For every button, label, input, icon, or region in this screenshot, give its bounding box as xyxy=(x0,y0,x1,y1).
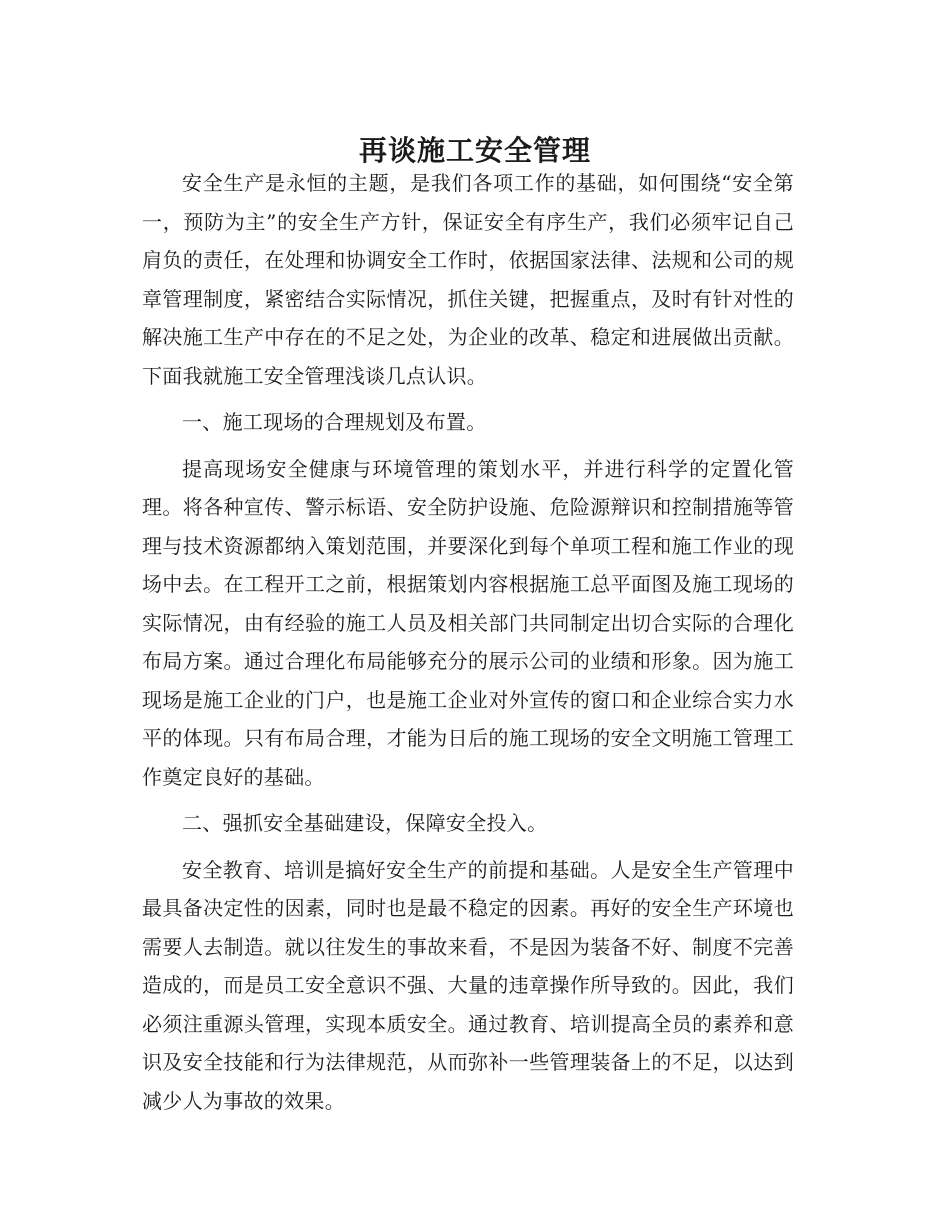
document-title: 再谈施工安全管理 xyxy=(358,133,591,167)
document-body xyxy=(142,164,794,1120)
intro-paragraph: 安全生产是永恒的主题，是我们各项工作的基础，如何围绕“安全第一，预防为主”的安全生产方针，保证安全有序生产，我们必须牢记自己肩负的责任，在处理和协调安全工作时，依据国家法律、法规和公司的规章管理制度，紧密结合实际情况，抓住关键，把握重点，及时有针对性的解决施工生产中存在的不足之处，为企业的改革、稳定和进展做出贡献。下面我就施工安全管理浅谈几点认识。 xyxy=(142,171,794,388)
section-heading-1: 一、施工现场的合理规划及布置。 xyxy=(182,410,487,434)
section-heading-2: 二、强抓安全基础建设，保障安全投入。 xyxy=(182,811,548,835)
section-1-paragraph: 提高现场安全健康与环境管理的策划水平，并进行科学的定置化管理。将各种宣传、警示标语、安全防护设施、危险源辩识和控制措施等管理与技术资源都纳入策划范围，并要深化到每个单项工程和施工作业的现场中去。在工程开工之前，根据策划内容根据施工总平面图及施工现场的实际情况，由有经验的施工人员及相关部门共同制定出切合实际的合理化布局方案。通过合理化布局能够充分的展示公司的业绩和形象。因为施工现场是施工企业的门户，也是施工企业对外宣传的窗口和企业综合实力水平的体现。只有布局合理，才能为日后的施工现场的安全文明施工管理工作奠定良好的基础。 xyxy=(142,456,794,789)
section-2-paragraph: 安全教育、培训是搞好安全生产的前提和基础。人是安全生产管理中最具备决定性的因素，同时也是最不稳定的因素。再好的安全生产环境也需要人去制造。就以往发生的事故来看，不是因为装备不好、制度不完善造成的，而是员工安全意识不强、大量的违章操作所导致的。因此，我们必须注重源头管理，实现本质安全。通过教育、培训提高全员的素养和意识及安全技能和行为法律规范，从而弥补一些管理装备上的不足，以达到减少人为事故的效果。 xyxy=(142,857,794,1113)
